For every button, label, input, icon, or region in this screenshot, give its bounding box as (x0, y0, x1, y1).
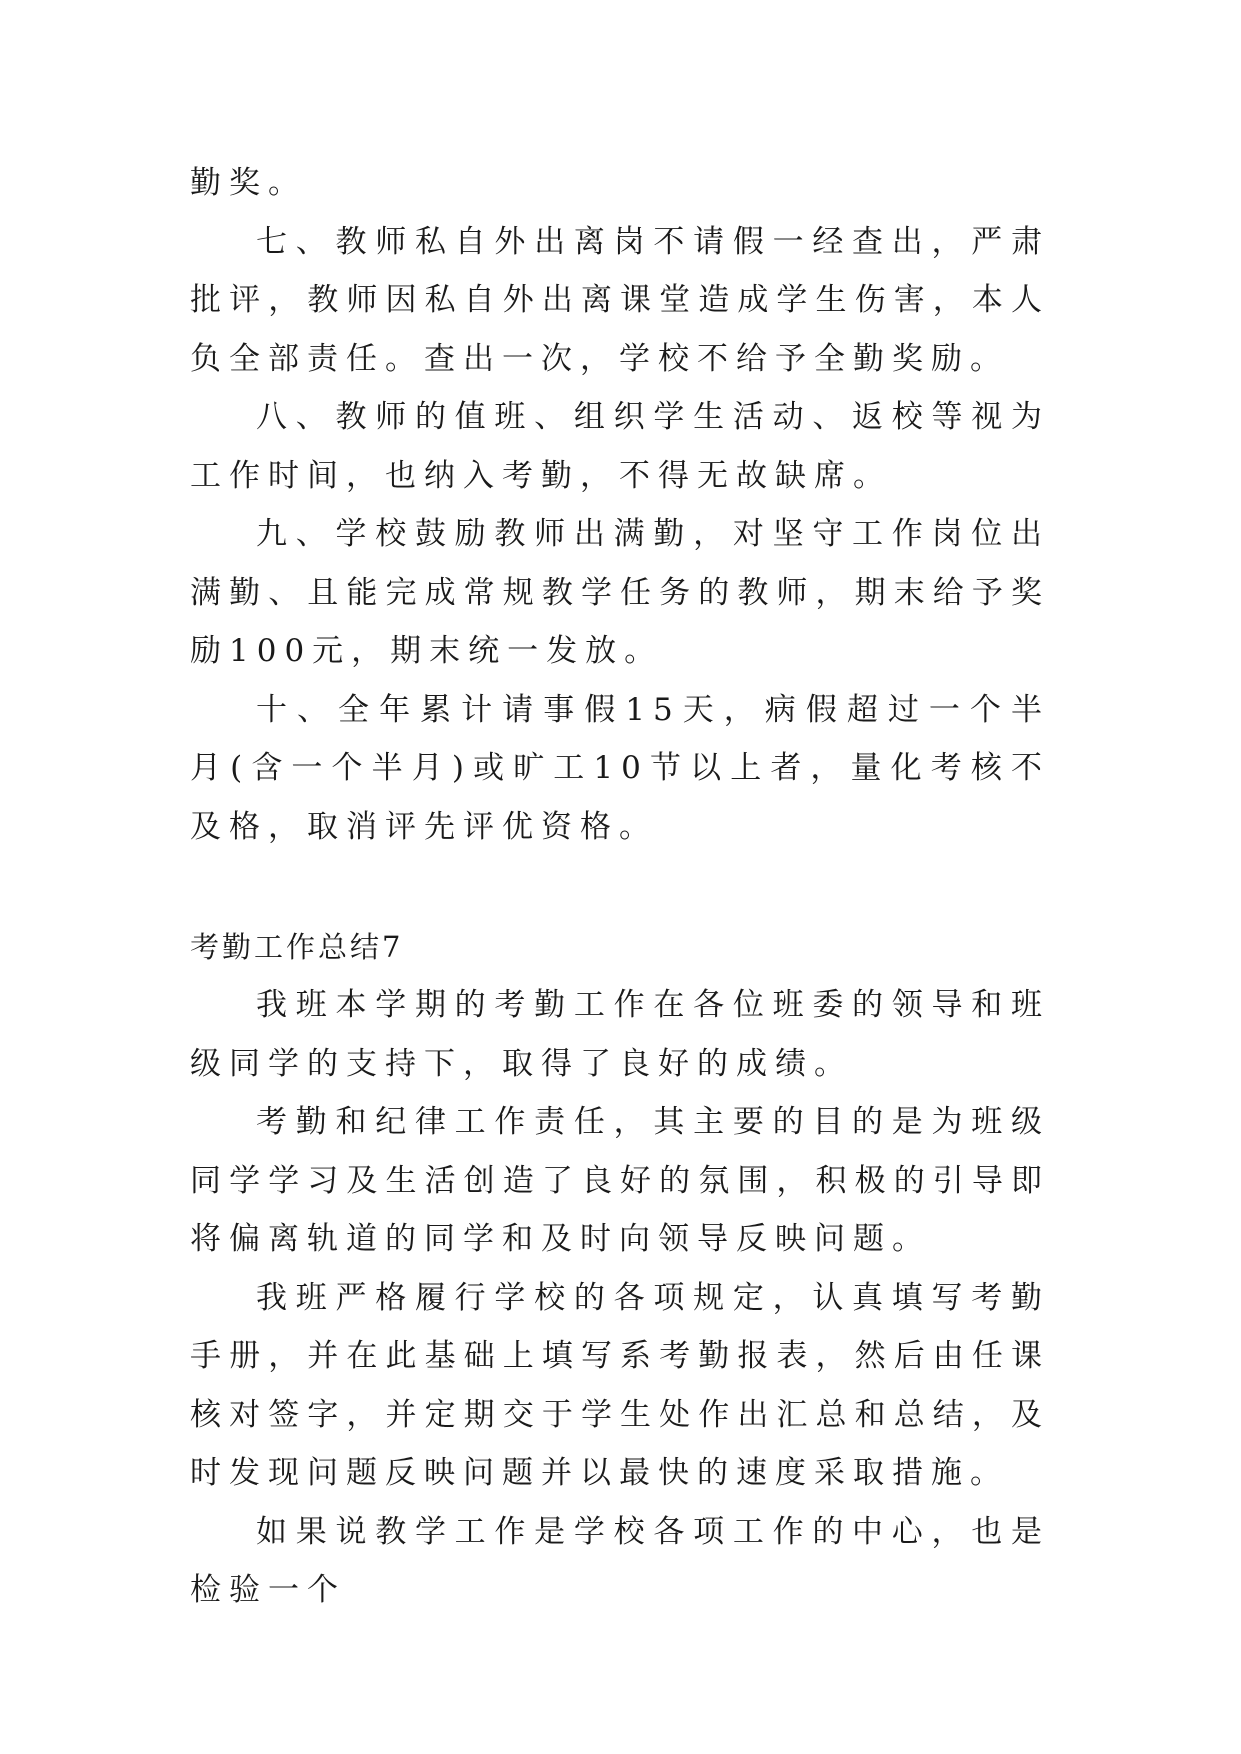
paragraph-rule-7: 七、教师私自外出离岗不请假一经查出，严肃批评，教师因私自外出离课堂造成学生伤害，本人负全部责任。查出一次，学校不给予全勤奖励。 (190, 223, 1050, 377)
paragraph-summary-closing: 如果说教学工作是学校各项工作的中心，也是检验一个 (190, 1513, 1050, 1608)
paragraph-summary-purpose: 考勤和纪律工作责任，其主要的目的是为班级同学学习及生活创造了良好的氛围，积极的引导即将偏离轨道的同学和及时向领导反映问题。 (190, 1104, 1050, 1257)
paragraph-rule-8: 八、教师的值班、组织学生活动、返校等视为工作时间，也纳入考勤，不得无故缺席。 (190, 399, 1050, 494)
paragraph-summary-intro: 我班本学期的考勤工作在各位班委的领导和班级同学的支持下，取得了良好的成绩。 (190, 987, 1050, 1082)
paragraph-rule-10: 十、全年累计请事假15天，病假超过一个半月(含一个半月)或旷工10节以上者，量化考核不及格，取消评先评优资格。 (190, 691, 1050, 845)
paragraph-summary-process: 我班严格履行学校的各项规定，认真填写考勤手册，并在此基础上填写系考勤报表，然后由任课核对签字，并定期交于学生处作出汇总和总结，及时发现问题反映问题并以最快的速度采取措施。 (190, 1279, 1050, 1491)
section-heading: 考勤工作总结7 (190, 930, 404, 964)
paragraph-rule-9: 九、学校鼓励教师出满勤，对坚守工作岗位出满勤、且能完成常规教学任务的教师，期末给予奖励100元，期末统一发放。 (190, 516, 1050, 669)
document-body (190, 154, 1050, 1620)
paragraph-continuation: 勤奖。 (190, 165, 307, 201)
section-spacer (190, 856, 1050, 918)
